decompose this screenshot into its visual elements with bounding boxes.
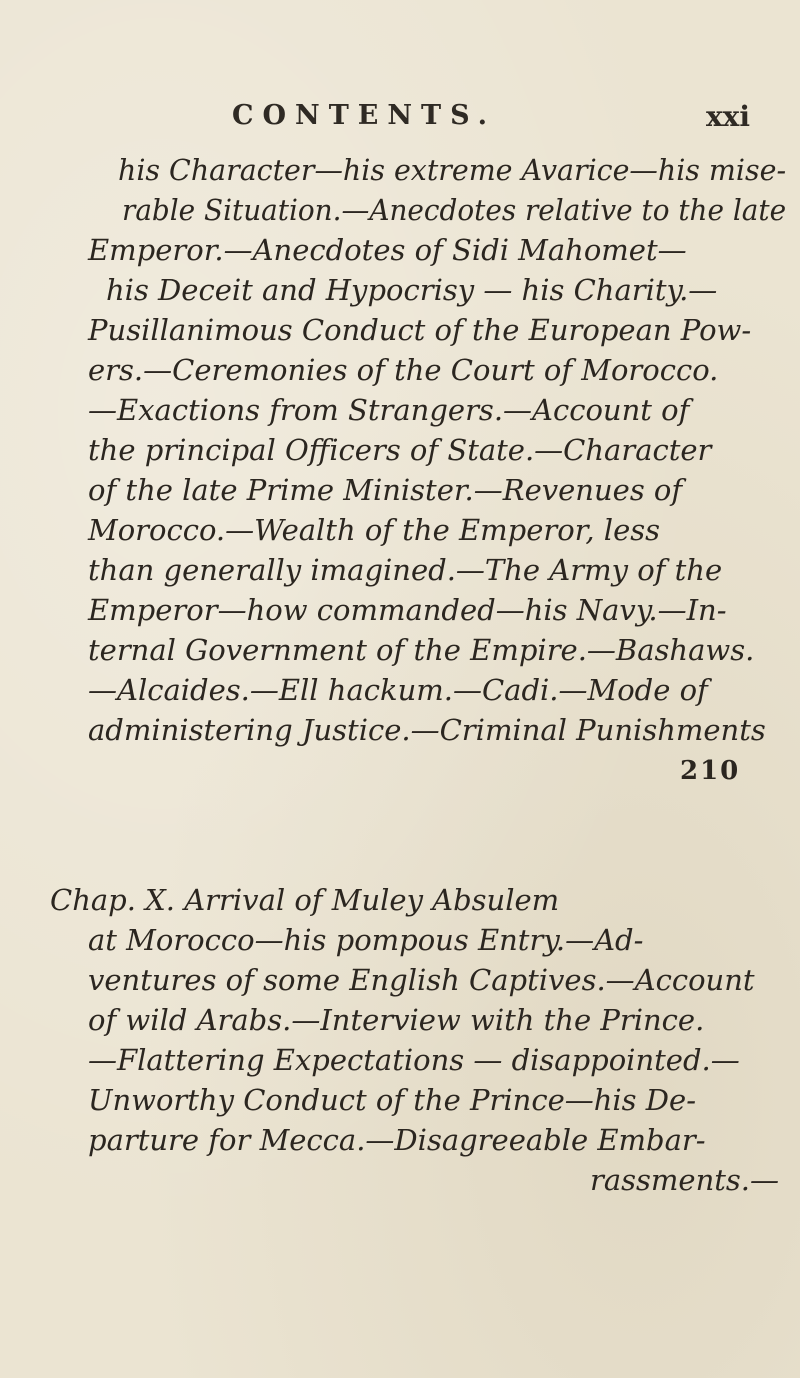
running-head: CONTENTS.: [232, 100, 497, 131]
entry-line: the principal Officers of State.—Character: [88, 433, 712, 467]
entry-line: —Exactions from Strangers.—Account of: [88, 393, 690, 427]
entry-line: rable Situation.—Anecdotes relative to the late: [122, 193, 787, 227]
entry-line: his Character—his extreme Avarice—his mise-: [118, 153, 787, 187]
entry-line: Emperor—how commanded—his Navy.—In-: [88, 593, 727, 627]
entry-line: Pusillanimous Conduct of the European Pow-: [88, 313, 752, 347]
entry-line: Unworthy Conduct of the Prince—his De-: [88, 1083, 696, 1117]
page-header: [0, 100, 800, 140]
entry-line: Emperor.—Anecdotes of Sidi Mahomet—: [88, 233, 687, 267]
entry-line: administering Justice.—Criminal Punishments: [88, 713, 766, 747]
entry-line: ers.—Ceremonies of the Court of Morocco.: [88, 353, 719, 387]
entry-line: than generally imagined.—The Army of the: [88, 553, 723, 587]
folio: xxi: [705, 100, 750, 133]
entry-line: parture for Mecca.—Disagreeable Embar-: [88, 1123, 706, 1157]
entry-line: ventures of some English Captives.—Account: [88, 963, 755, 997]
entry-line: —Alcaides.—Ell hackum.—Cadi.—Mode of: [88, 673, 708, 707]
entry-line: rassments.—: [590, 1163, 780, 1197]
entry-line: of the late Prime Minister.—Revenues of: [88, 473, 683, 507]
entry-line: his Deceit and Hypocrisy — his Charity.—: [106, 273, 718, 307]
page-number: 210: [680, 756, 741, 786]
entry-line: Morocco.—Wealth of the Emperor, less: [88, 513, 660, 547]
entry-line: of wild Arabs.—Interview with the Prince.: [88, 1003, 705, 1037]
chapter-heading: Chap. X. Arrival of Muley Absulem: [50, 883, 560, 917]
entry-line: ternal Government of the Empire.—Bashaws.: [88, 633, 755, 667]
entry-line: at Morocco—his pompous Entry.—Ad-: [88, 923, 644, 957]
entry-line: —Flattering Expectations — disappointed.—: [88, 1043, 740, 1077]
